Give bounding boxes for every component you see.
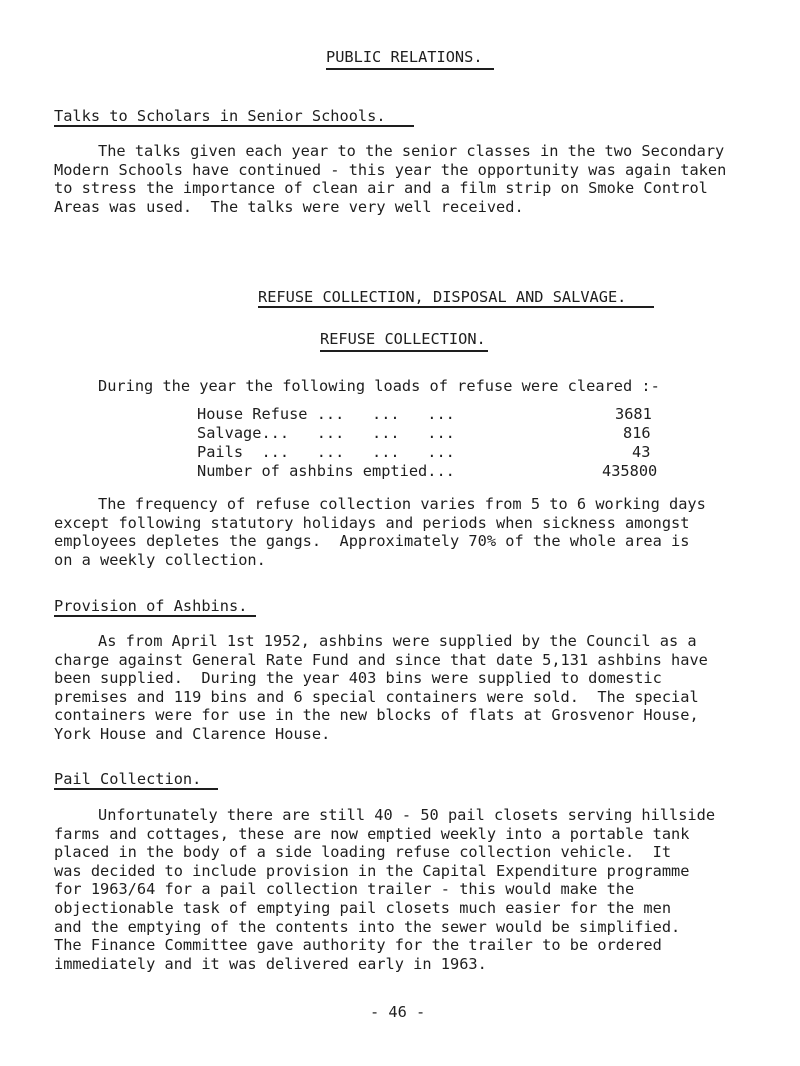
talks-line: Modern Schools have continued - this year the opportunity was again taken xyxy=(54,160,727,179)
refuse-main-heading-underline xyxy=(258,306,654,308)
refuse-table-value: 435800 xyxy=(602,462,658,480)
refuse-table-label: Number of ashbins emptied... xyxy=(197,462,455,480)
frequency-line: except following statutory holidays and periods when sickness amongst xyxy=(54,513,690,532)
refuse-table-value: 3681 xyxy=(615,405,652,423)
pail-line: immediately and it was delivered early in 1963. xyxy=(54,954,487,973)
refuse-main-heading: REFUSE COLLECTION, DISPOSAL AND SALVAGE. xyxy=(258,288,627,306)
pail-line: The Finance Committee gave authority for the trailer to be ordered xyxy=(54,936,662,955)
talks-paragraph xyxy=(54,142,754,216)
frequency-line: The frequency of refuse collection varies from 5 to 6 working days xyxy=(98,495,706,513)
refuse-table-row xyxy=(197,424,697,442)
refuse-table-label: Salvage... ... ... ... xyxy=(197,424,455,442)
refuse-intro: During the year the following loads of refuse were cleared :- xyxy=(98,377,660,395)
page-title: PUBLIC RELATIONS. xyxy=(326,48,483,66)
ashbins-line: charge against General Rate Fund and since that date 5,131 ashbins have xyxy=(54,650,708,669)
refuse-sub-heading: REFUSE COLLECTION. xyxy=(320,330,486,348)
pail-line: for 1963/64 for a pail collection trailer - this would make the xyxy=(54,880,635,899)
pail-paragraph xyxy=(54,806,754,973)
pail-line: farms and cottages, these are now emptied weekly into a portable tank xyxy=(54,824,690,843)
refuse-table-row xyxy=(197,405,697,423)
refuse-sub-heading-underline xyxy=(320,350,488,352)
ashbins-line: premises and 119 bins and 6 special containers were sold. The special xyxy=(54,687,699,706)
ashbins-heading-underline xyxy=(54,615,256,617)
pail-line: was decided to include provision in the Capital Expenditure programme xyxy=(54,861,690,880)
page-number: - 46 - xyxy=(370,1003,426,1021)
refuse-table-row xyxy=(197,443,697,461)
frequency-line: employees depletes the gangs. Approximately 70% of the whole area is xyxy=(54,532,690,551)
talks-line: to stress the importance of clean air and a film strip on Smoke Control xyxy=(54,179,708,198)
refuse-table-label: Pails ... ... ... ... xyxy=(197,443,455,461)
frequency-line: on a weekly collection. xyxy=(54,550,266,569)
ashbins-heading: Provision of Ashbins. xyxy=(54,597,248,615)
ashbins-line: been supplied. During the year 403 bins were supplied to domestic xyxy=(54,669,662,688)
ashbins-line: York House and Clarence House. xyxy=(54,724,331,743)
ashbins-line: As from April 1st 1952, ashbins were supplied by the Council as a xyxy=(98,632,697,650)
talks-heading-underline xyxy=(54,125,414,127)
pail-heading-underline xyxy=(54,788,218,790)
pail-line: objectionable task of emptying pail closets much easier for the men xyxy=(54,898,672,917)
talks-line: The talks given each year to the senior classes in the two Secondary xyxy=(98,142,725,160)
talks-line: Areas was used. The talks were very well received. xyxy=(54,197,524,216)
refuse-table-value: 816 xyxy=(623,424,651,442)
frequency-paragraph xyxy=(54,495,754,569)
pail-line: Unfortunately there are still 40 - 50 pail closets serving hillside xyxy=(98,806,716,824)
pail-line: placed in the body of a side loading refuse collection vehicle. It xyxy=(54,843,672,862)
refuse-table-row xyxy=(197,462,697,480)
pail-heading: Pail Collection. xyxy=(54,770,202,788)
ashbins-line: containers were for use in the new blocks of flats at Grosvenor House, xyxy=(54,706,699,725)
pail-line: and the emptying of the contents into the sewer would be simplified. xyxy=(54,917,681,936)
refuse-table-label: House Refuse ... ... ... xyxy=(197,405,455,423)
talks-heading: Talks to Scholars in Senior Schools. xyxy=(54,107,386,125)
refuse-table-value: 43 xyxy=(632,443,651,461)
page-title-underline xyxy=(326,68,494,70)
ashbins-paragraph xyxy=(54,632,754,744)
